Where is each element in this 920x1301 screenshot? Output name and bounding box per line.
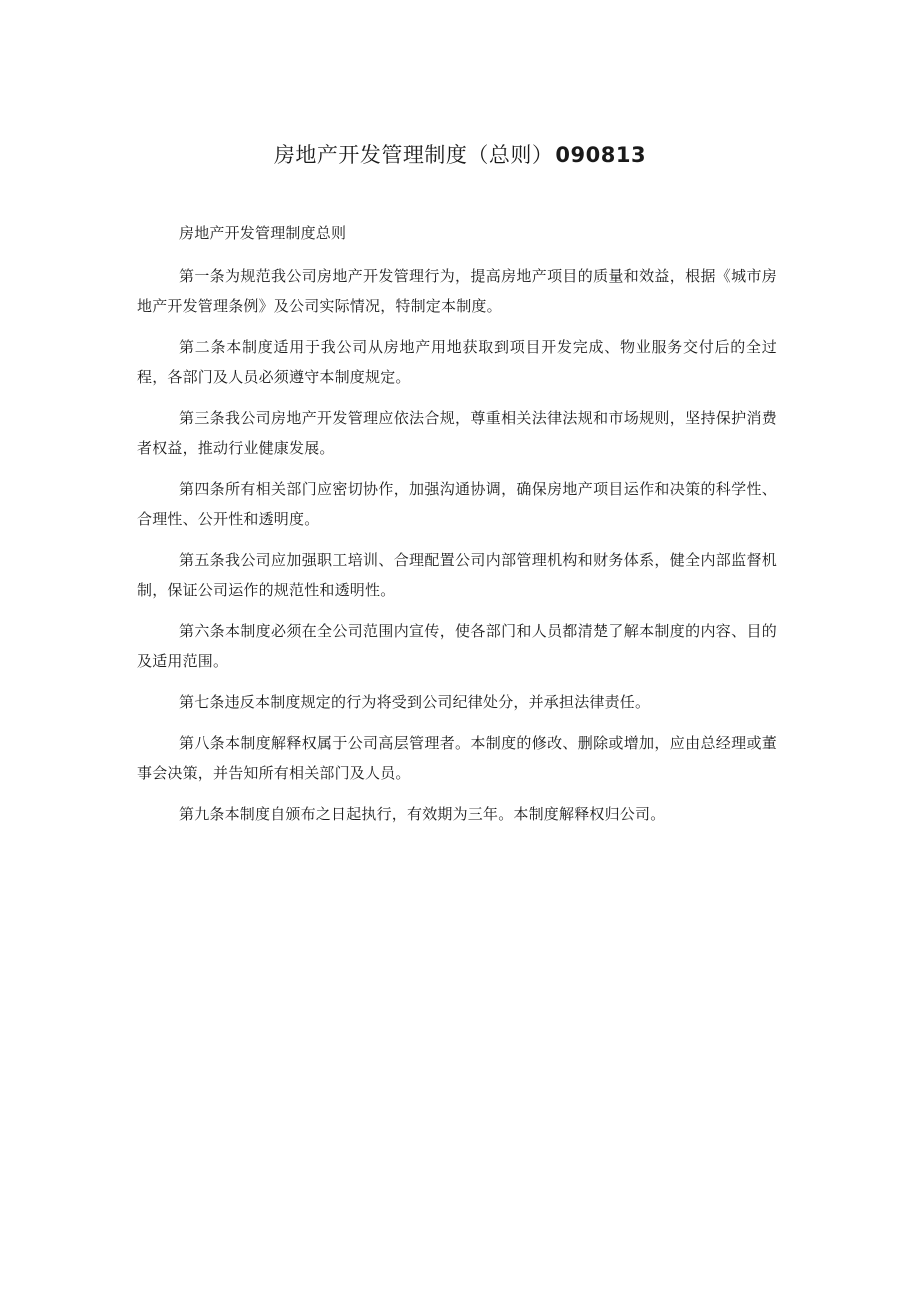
article-4: 第四条所有相关部门应密切协作，加强沟通协调，确保房地产项目运作和决策的科学性、合理性、公开性和透明度。	[137, 480, 777, 528]
article-7: 第七条违反本制度规定的行为将受到公司纪律处分，并承担法律责任。	[179, 693, 651, 711]
article-5: 第五条我公司应加强职工培训、合理配置公司内部管理机构和财务体系，健全内部监督机制，保证公司运作的规范性和透明性。	[137, 551, 777, 599]
article-9: 第九条本制度自颁布之日起执行，有效期为三年。本制度解释权归公司。	[179, 805, 666, 823]
title-code: 090813	[555, 143, 647, 167]
title-text: 房地产开发管理制度（总则）	[273, 143, 554, 167]
document-body	[137, 218, 777, 840]
section-heading: 房地产开发管理制度总则	[179, 224, 347, 242]
article-6: 第六条本制度必须在全公司范围内宣传，使各部门和人员都清楚了解本制度的内容、目的及适用范围。	[137, 622, 777, 670]
article-2: 第二条本制度适用于我公司从房地产用地获取到项目开发完成、物业服务交付后的全过程，各部门及人员必须遵守本制度规定。	[137, 338, 777, 386]
article-8: 第八条本制度解释权属于公司高层管理者。本制度的修改、删除或增加，应由总经理或董事会决策，并告知所有相关部门及人员。	[137, 734, 777, 782]
article-3: 第三条我公司房地产开发管理应依法合规，尊重相关法律法规和市场规则，坚持保护消费者权益，推动行业健康发展。	[137, 409, 777, 457]
article-1: 第一条为规范我公司房地产开发管理行为，提高房地产项目的质量和效益，根据《城市房地产开发管理条例》及公司实际情况，特制定本制度。	[137, 267, 777, 315]
document-title	[0, 140, 920, 170]
